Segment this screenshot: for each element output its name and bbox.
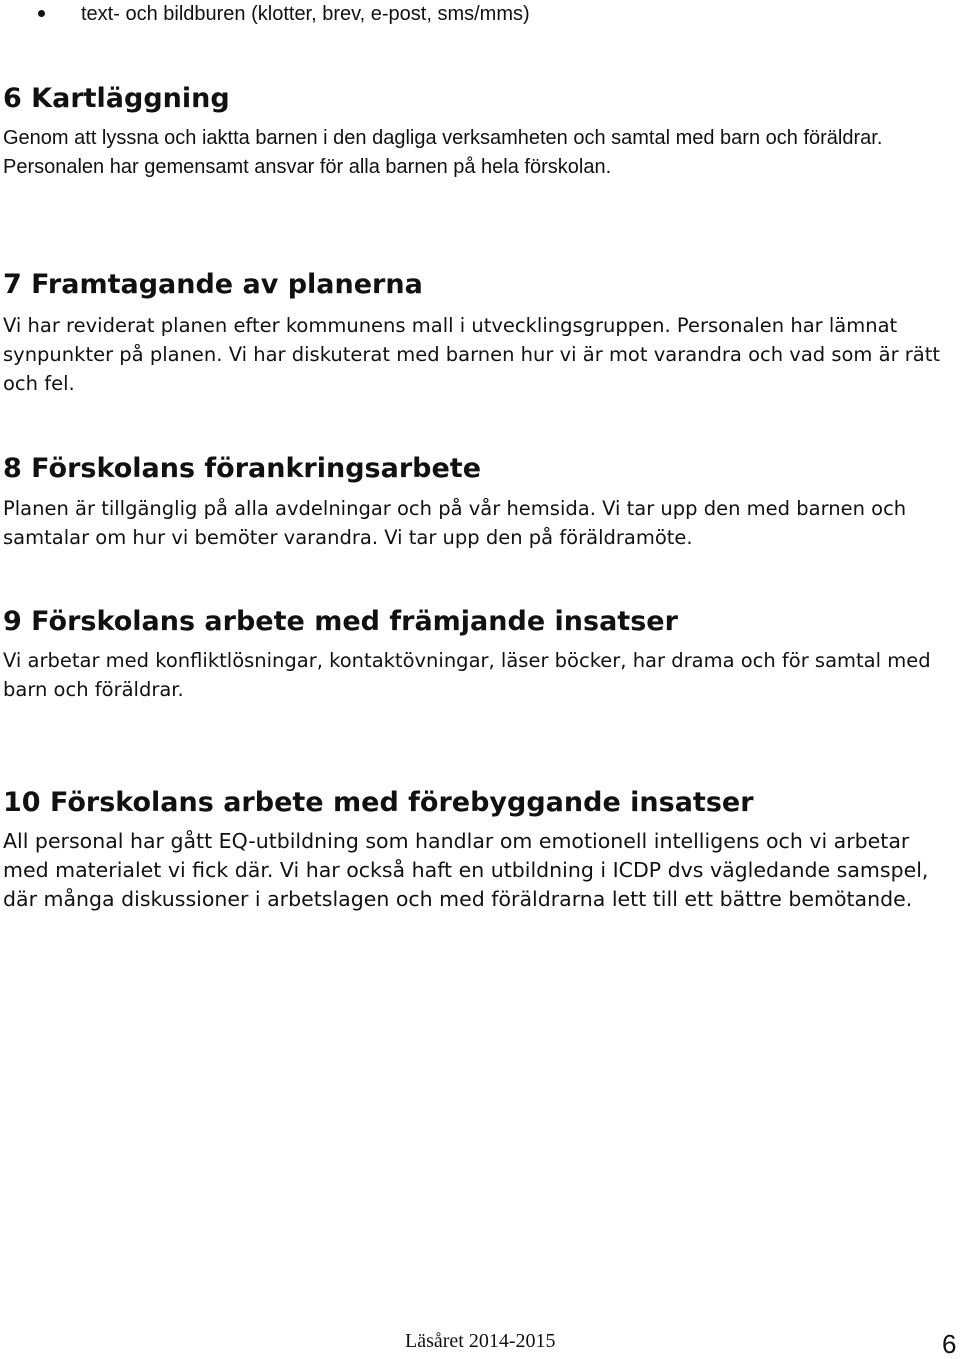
- bullet-item: [0, 0, 960, 28]
- section-9-body: Vi arbetar med konfliktlösningar, kontaktövningar, läser böcker, har drama och för samtal med barn och föräldrar.: [3, 649, 931, 701]
- section-10-body: All personal har gått EQ-utbildning som handlar om emotionell intelligens och vi arbetar med materialet vi fick där. Vi har också haft en utbildning i ICDP dvs vägledande samspel, där många diskussioner i arbetslagen och med föräldrarna lett till ett bättre bemötande.: [3, 829, 929, 911]
- section-8-heading: 8 Förskolans förankringsarbete: [3, 453, 482, 484]
- section-7-body: Vi har reviderat planen efter kommunens mall i utvecklingsgruppen. Personalen har lämnat synpunkter på planen. Vi har diskuterat med barnen hur vi är mot varandra och vad som är rätt och fel.: [3, 314, 941, 395]
- section-9-heading: 9 Förskolans arbete med främjande insatser: [3, 606, 678, 637]
- section-10-heading: 10 Förskolans arbete med förebyggande insatser: [3, 787, 754, 818]
- bullet-dot-icon: [38, 10, 45, 17]
- bullet-text: text- och bildburen (klotter, brev, e-post, sms/mms): [81, 3, 530, 25]
- section-6-heading: 6 Kartläggning: [3, 83, 230, 114]
- footer-page-number: 6: [942, 1329, 957, 1359]
- section-8-body: Planen är tillgänglig på alla avdelningar och på vår hemsida. Vi tar upp den med barnen och samtalar om hur vi bemöter varandra. Vi tar upp den på föräldramöte.: [3, 497, 907, 549]
- footer-school-year: Läsåret 2014-2015: [405, 1330, 556, 1352]
- section-7-heading: 7 Framtagande av planerna: [3, 269, 423, 300]
- section-6-body: Genom att lyssna och iaktta barnen i den dagliga verksamheten och samtal med barn och föräldrar. Personalen har gemensamt ansvar för alla barnen på hela förskolan.: [3, 127, 883, 178]
